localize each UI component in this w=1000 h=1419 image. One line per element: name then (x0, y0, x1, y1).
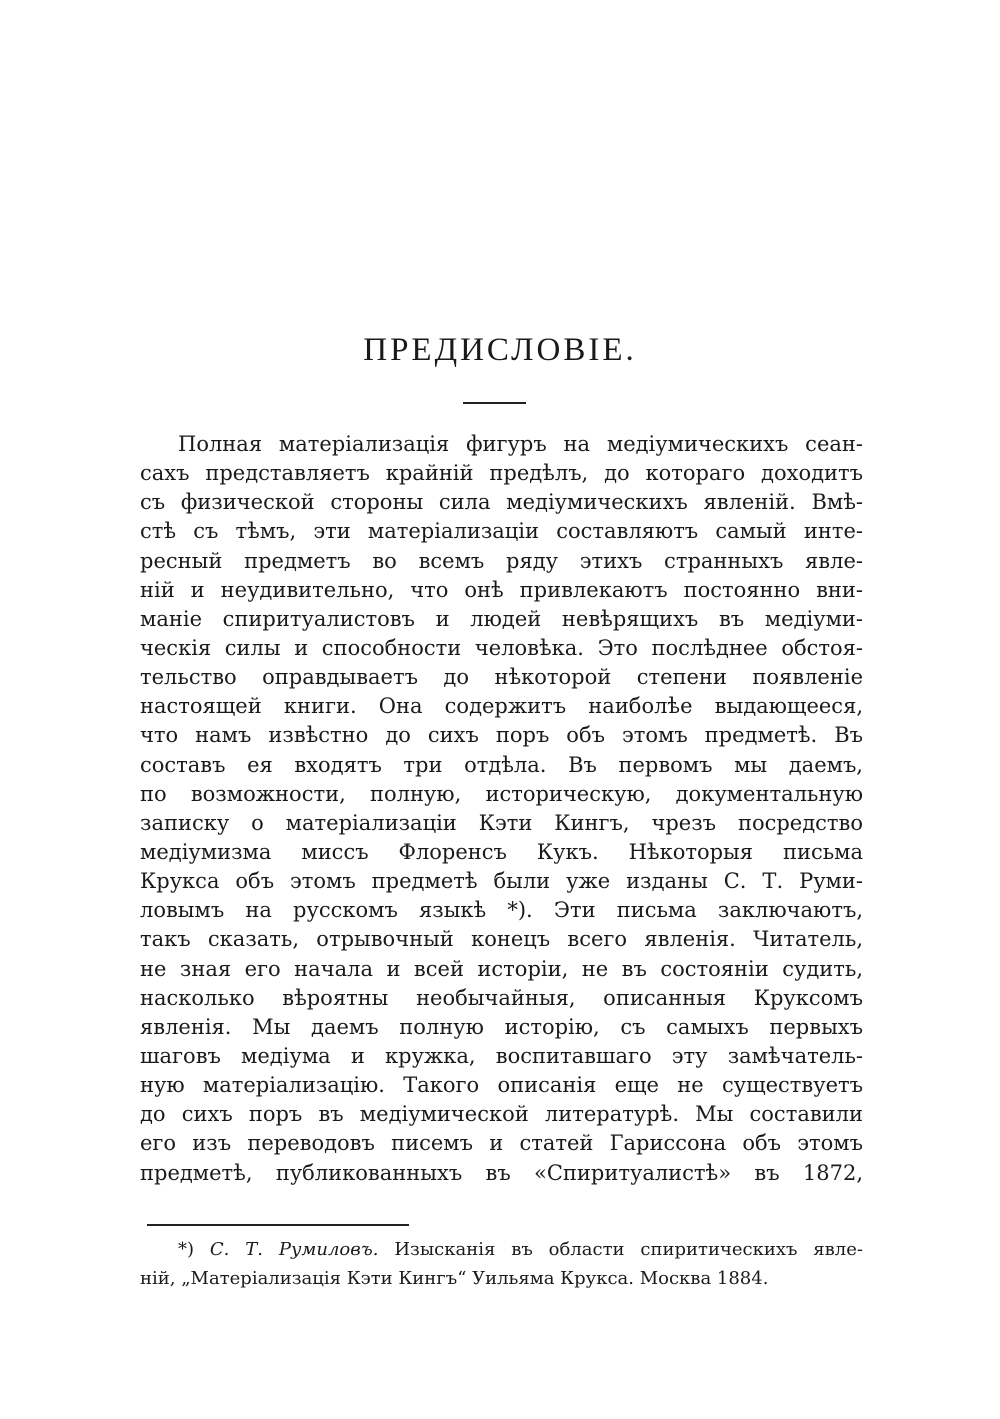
paragraph-line: его изъ переводовъ писемъ и статей Гариссона объ этомъ (140, 1131, 863, 1156)
paragraph-line: по возможности, полную, историческую, документальную (140, 781, 863, 806)
paragraph-line: предметѣ, публикованныхъ въ «Спиритуалистѣ» въ 1872, (140, 1160, 863, 1185)
footnote (140, 1235, 863, 1293)
paragraph-line: ній и неудивительно, что онѣ привлекаютъ постоянно вни- (140, 577, 863, 602)
paragraph-line: стѣ съ тѣмъ, эти матеріализаціи составляютъ самый инте- (140, 519, 863, 544)
footnote-mark: *) (178, 1239, 195, 1260)
paragraph-line: Полная матеріализація фигуръ на медіумическихъ сеан- (178, 432, 863, 456)
footnote-line-2: ній, „Матеріализація Кэти Кингъ“ Уильяма Крукса. Москва 1884. (140, 1268, 769, 1289)
footnote-text-1: Изысканія въ области спиритическихъ явле- (394, 1239, 863, 1260)
paragraph-line: ческія силы и способности человѣка. Это послѣднее обстоя- (140, 635, 863, 660)
paragraph-line: Крукса объ этомъ предметѣ были уже изданы С. Т. Руми- (140, 869, 863, 894)
paragraph-line: такъ сказать, отрывочный конецъ всего явленія. Читатель, (140, 927, 863, 952)
paragraph-line: насколько вѣроятны необычайныя, описанныя Круксомъ (140, 985, 863, 1010)
paragraph-line: не зная его начала и всей исторіи, не въ состояніи судить, (140, 956, 863, 981)
title-divider (463, 402, 526, 404)
paragraph-line: ресный предметъ во всемъ ряду этихъ странныхъ явле- (140, 548, 863, 573)
page-title: ПРЕДИСЛОВІЕ. (363, 332, 637, 368)
paragraph-line: что намъ извѣстно до сихъ поръ объ этомъ предметѣ. Въ (140, 723, 863, 748)
paragraph-line: маніе спиритуалистовъ и людей невѣрящихъ въ медіуми- (140, 606, 863, 631)
paragraph-line: явленія. Мы даемъ полную исторію, съ самыхъ первыхъ (140, 1014, 863, 1039)
footnote-line-1 (140, 1235, 863, 1264)
paragraph-line: сахъ представляетъ крайній предѣлъ, до котораго доходитъ (140, 461, 863, 486)
main-paragraph (140, 430, 863, 1188)
paragraph-line: медіумизма миссъ Флоренсъ Кукъ. Нѣкоторыя письма (140, 839, 863, 864)
paragraph-line: записку о матеріализаціи Кэти Кингъ, чрезъ посредство (140, 810, 863, 835)
paragraph-line: составъ ея входятъ три отдѣла. Въ первомъ мы даемъ, (140, 752, 863, 777)
paragraph-line: съ физической стороны сила медіумическихъ явленій. Вмѣ- (140, 490, 863, 515)
paragraph-line: тельство оправдываетъ до нѣкоторой степени появленіе (140, 665, 863, 690)
paragraph-line: ловымъ на русскомъ языкѣ *). Эти письма заключаютъ, (140, 898, 863, 923)
paragraph-line: шаговъ медіума и кружка, воспитавшаго эту замѣчатель- (140, 1043, 863, 1068)
footnote-author: С. Т. Румиловъ. (209, 1239, 379, 1260)
footnote-divider (147, 1224, 409, 1226)
paragraph-line: до сихъ поръ въ медіумической литературѣ. Мы составили (140, 1102, 863, 1127)
paragraph-line: настоящей книги. Она содержитъ наиболѣе выдающееся, (140, 694, 863, 719)
paragraph-line: ную матеріализацію. Такого описанія еще не существуетъ (140, 1073, 863, 1098)
